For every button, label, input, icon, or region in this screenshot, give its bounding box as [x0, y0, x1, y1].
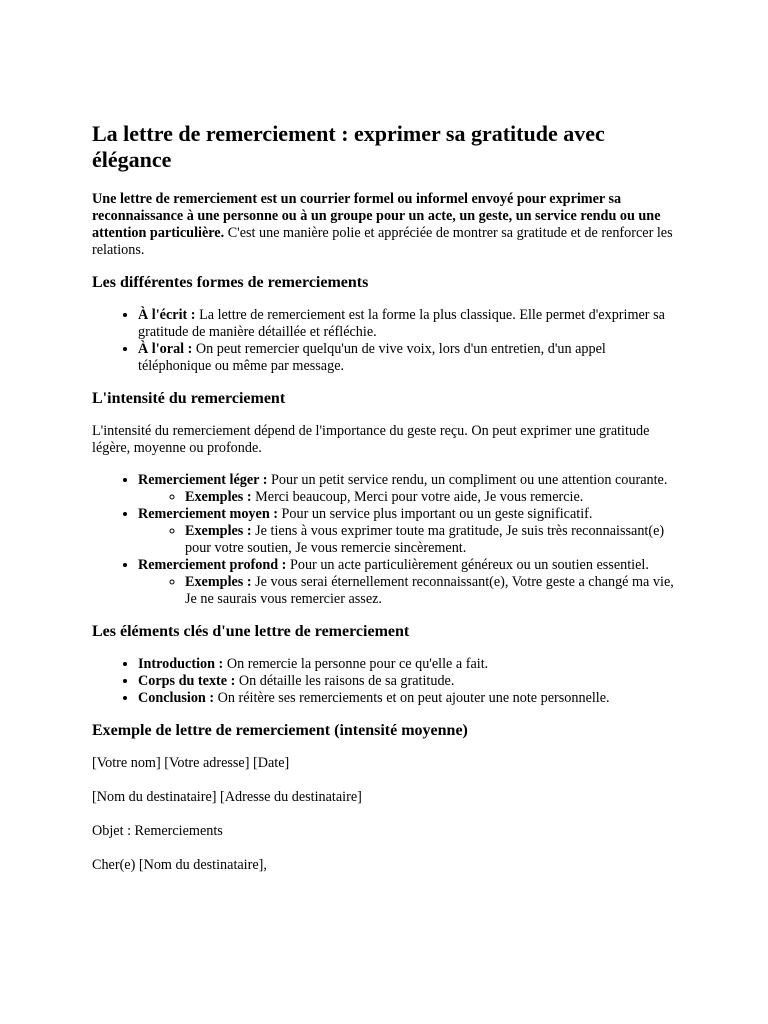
list-item-label: Remerciement léger :	[138, 472, 268, 488]
section-heading-forms: Les différentes formes de remerciements	[92, 274, 369, 291]
list-item	[138, 673, 676, 690]
list-item	[138, 690, 676, 707]
list-item	[138, 557, 676, 608]
sub-list-item	[185, 574, 676, 608]
intro-paragraph	[92, 191, 676, 259]
example-text: Je vous serai éternellement reconnaissant(e), Votre geste a changé ma vie, Je ne saurais vous remercier assez.	[185, 574, 674, 607]
list-item-text: Pour un petit service rendu, un compliment ou une attention courante.	[267, 472, 668, 488]
sub-list	[138, 523, 676, 557]
letter-line: Objet : Remerciements	[92, 823, 223, 839]
list-item-text: La lettre de remerciement est la forme la plus classique. Elle permet d'exprimer sa gratitude de manière détaillée et réfléchie.	[138, 307, 665, 340]
list-item-label: Remerciement profond :	[138, 557, 287, 573]
letter-line: Cher(e) [Nom du destinataire],	[92, 857, 267, 873]
example-label: Exemples :	[185, 523, 252, 539]
list-item-text: On remercie la personne pour ce qu'elle a fait.	[223, 656, 489, 672]
example-text: Merci beaucoup, Merci pour votre aide, Je vous remercie.	[251, 489, 584, 505]
intro-bold-text: Une lettre de remerciement est un courrier formel ou informel envoyé pour exprimer sa reconnaissance à une personne ou à un groupe pour un acte, un geste, un service rendu ou une attention particulière.	[92, 191, 661, 241]
section-heading-example: Exemple de lettre de remerciement (intensité moyenne)	[92, 722, 468, 739]
example-label: Exemples :	[185, 574, 252, 590]
intensity-paragraph: L'intensité du remerciement dépend de l'importance du geste reçu. On peut exprimer une gratitude légère, moyenne ou profonde.	[92, 423, 650, 456]
sub-list-item	[185, 523, 676, 557]
list-item-label: À l'écrit :	[138, 307, 196, 323]
list-item-text: On réitère ses remerciements et on peut ajouter une note personnelle.	[214, 690, 610, 706]
intensity-list	[92, 472, 676, 608]
example-letter	[92, 755, 676, 874]
example-text: Je tiens à vous exprimer toute ma gratitude, Je suis très reconnaissant(e) pour votre soutien, Je vous remercie sincèrement.	[185, 523, 665, 556]
list-item	[138, 341, 676, 375]
letter-line: [Nom du destinataire] [Adresse du destinataire]	[92, 789, 362, 805]
list-item-label: À l'oral :	[138, 341, 193, 357]
sub-list	[138, 574, 676, 608]
list-item-text: Pour un service plus important ou un geste significatif.	[277, 506, 593, 522]
sub-list-item	[185, 489, 676, 506]
list-item-label: Corps du texte :	[138, 673, 236, 689]
section-heading-elements: Les éléments clés d'une lettre de remerciement	[92, 623, 410, 640]
list-item	[138, 307, 676, 341]
list-item-label: Introduction :	[138, 656, 224, 672]
section-heading-intensity: L'intensité du remerciement	[92, 390, 286, 407]
list-item-label: Conclusion :	[138, 690, 215, 706]
page-title: La lettre de remerciement : exprimer sa gratitude avec élégance	[92, 121, 605, 172]
list-item	[138, 656, 676, 673]
list-item-text: On détaille les raisons de sa gratitude.	[235, 673, 455, 689]
intro-text: C'est une manière polie et appréciée de montrer sa gratitude et de renforcer les relations.	[92, 225, 673, 258]
list-item-text: Pour un acte particulièrement généreux ou un soutien essentiel.	[286, 557, 649, 573]
letter-line: [Votre nom] [Votre adresse] [Date]	[92, 755, 290, 771]
list-item	[138, 472, 676, 506]
elements-list	[92, 656, 676, 707]
example-label: Exemples :	[185, 489, 252, 505]
list-item	[138, 506, 676, 557]
list-item-label: Remerciement moyen :	[138, 506, 278, 522]
forms-list	[92, 307, 676, 375]
sub-list	[138, 489, 676, 506]
list-item-text: On peut remercier quelqu'un de vive voix, lors d'un entretien, d'un appel téléphonique ou même par message.	[138, 341, 606, 374]
